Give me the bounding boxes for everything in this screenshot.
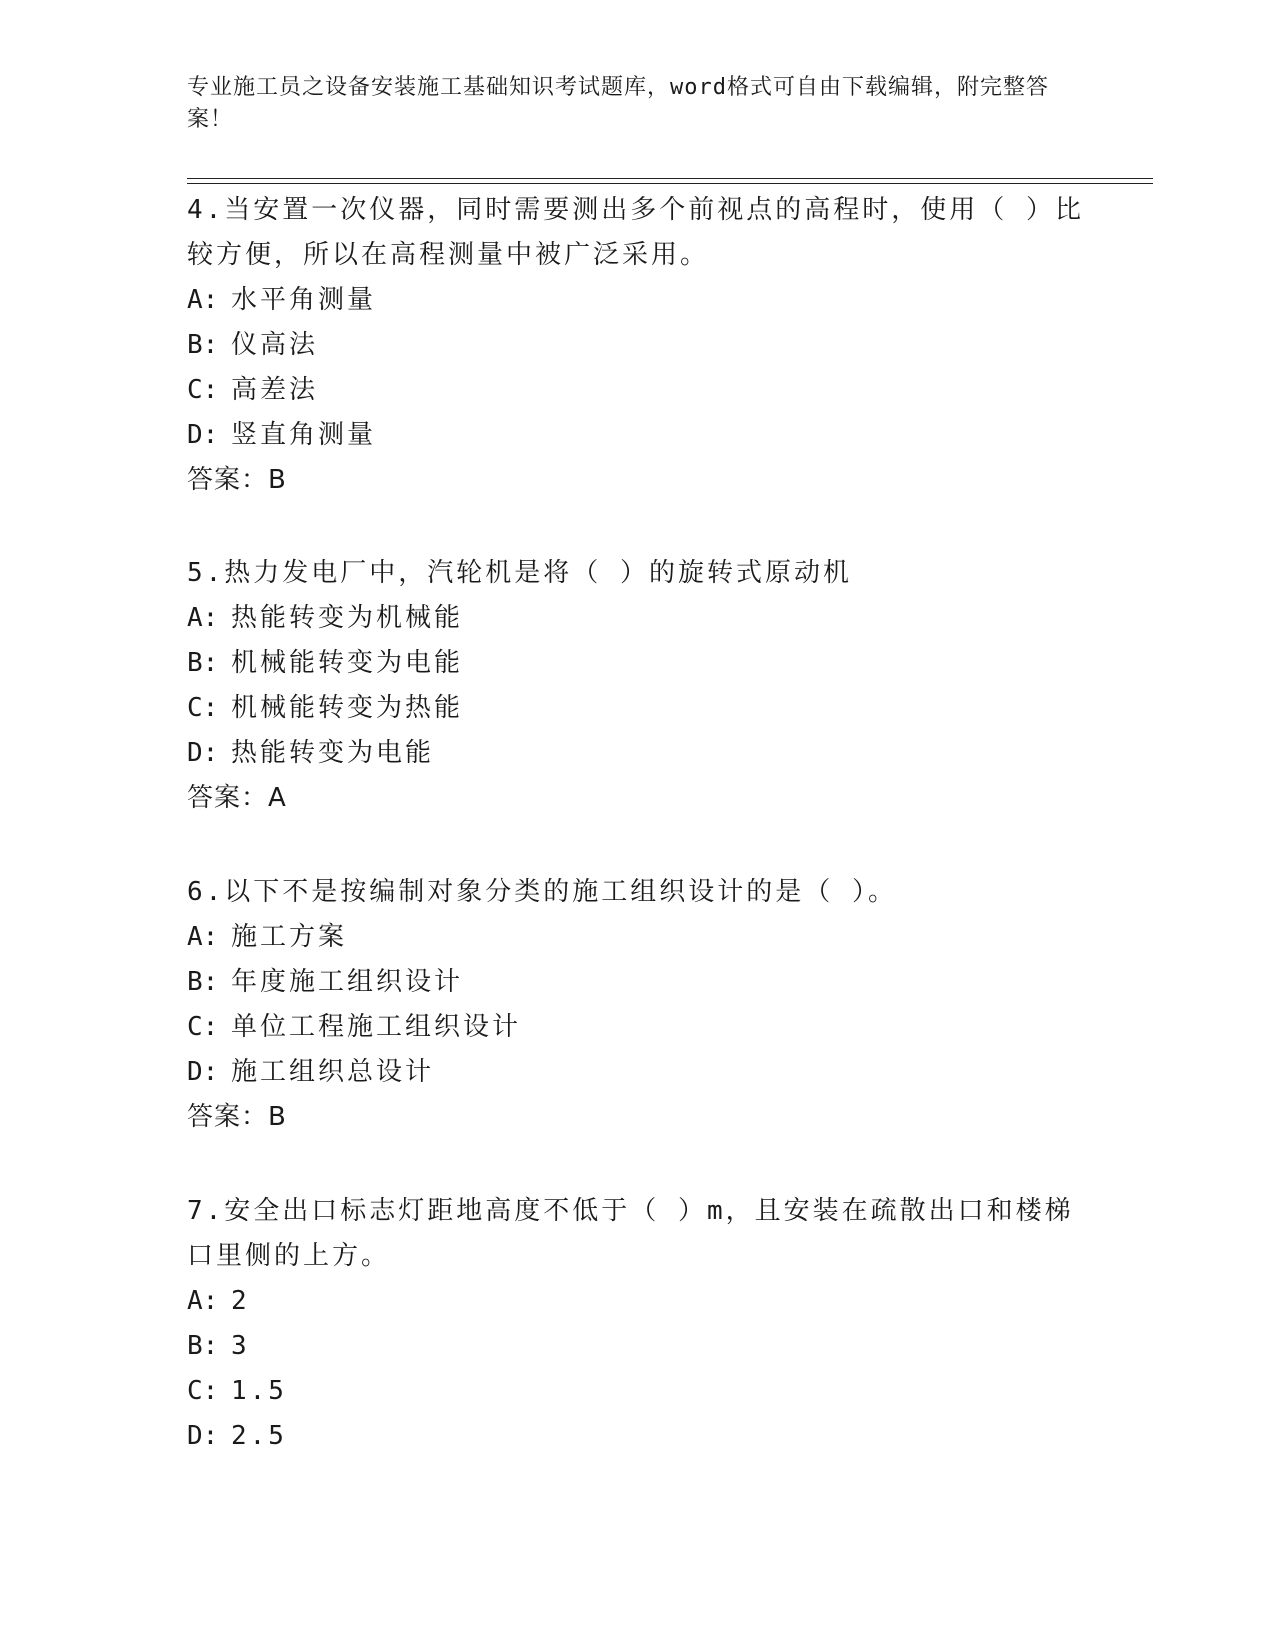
question-block [187, 188, 1087, 503]
option-key: A: [187, 922, 219, 952]
option-c [187, 1005, 1087, 1050]
option-text: 单位工程施工组织设计 [231, 1012, 522, 1042]
question-block [187, 1189, 1087, 1459]
option-b [187, 960, 1087, 1005]
question-block [187, 870, 1087, 1140]
question-text: 6.以下不是按编制对象分类的施工组织设计的是（ ）。 [187, 877, 897, 907]
option-b [187, 323, 1087, 368]
option-text: 机械能转变为电能 [231, 648, 464, 678]
question-text: 7.安全出口标志灯距地高度不低于（ ）m，且安装在疏散出口和楼梯口里侧的上方。 [187, 1196, 1074, 1271]
question-text: 5.热力发电厂中，汽轮机是将（ ）的旋转式原动机 [187, 558, 852, 588]
option-d [187, 731, 1087, 776]
header-divider-bottom [187, 183, 1153, 184]
document-header: 专业施工员之设备安装施工基础知识考试题库，word格式可自由下载编辑，附完整答案！ [187, 75, 1049, 132]
option-key: B: [187, 330, 219, 360]
option-key: B: [187, 648, 219, 678]
option-text: 仪高法 [231, 330, 319, 360]
option-c [187, 1369, 1087, 1414]
option-text: 施工组织总设计 [231, 1057, 435, 1087]
option-a [187, 915, 1087, 960]
option-text: 2.5 [231, 1421, 287, 1451]
option-key: A: [187, 1286, 219, 1316]
question-block [187, 551, 1087, 821]
option-key: B: [187, 967, 219, 997]
option-key: D: [187, 1057, 219, 1087]
option-text: 施工方案 [231, 922, 348, 952]
option-text: 热能转变为电能 [231, 738, 435, 768]
answer-line: 答案：A [187, 783, 287, 813]
answer-line: 答案：B [187, 465, 287, 495]
option-text: 高差法 [231, 375, 319, 405]
option-key: D: [187, 420, 219, 450]
option-key: C: [187, 1012, 219, 1042]
option-key: C: [187, 1376, 219, 1406]
option-c [187, 368, 1087, 413]
option-d [187, 1050, 1087, 1095]
option-d [187, 413, 1087, 458]
header-divider-top [187, 178, 1153, 179]
option-a [187, 278, 1087, 323]
option-key: C: [187, 375, 219, 405]
option-a [187, 1279, 1087, 1324]
option-b [187, 1324, 1087, 1369]
option-text: 3 [231, 1331, 250, 1361]
option-text: 机械能转变为热能 [231, 693, 464, 723]
option-key: D: [187, 738, 219, 768]
option-text: 热能转变为机械能 [231, 603, 464, 633]
question-text: 4.当安置一次仪器，同时需要测出多个前视点的高程时，使用（ ）比较方便，所以在高程测量中被广泛采用。 [187, 195, 1084, 270]
option-key: C: [187, 693, 219, 723]
option-key: B: [187, 1331, 219, 1361]
option-text: 水平角测量 [231, 285, 377, 315]
option-key: A: [187, 603, 219, 633]
option-a [187, 596, 1087, 641]
answer-line: 答案：B [187, 1102, 287, 1132]
option-key: A: [187, 285, 219, 315]
option-c [187, 686, 1087, 731]
option-text: 2 [231, 1286, 250, 1316]
option-d [187, 1414, 1087, 1459]
option-b [187, 641, 1087, 686]
option-key: D: [187, 1421, 219, 1451]
option-text: 年度施工组织设计 [231, 967, 464, 997]
option-text: 竖直角测量 [231, 420, 377, 450]
option-text: 1.5 [231, 1376, 287, 1406]
